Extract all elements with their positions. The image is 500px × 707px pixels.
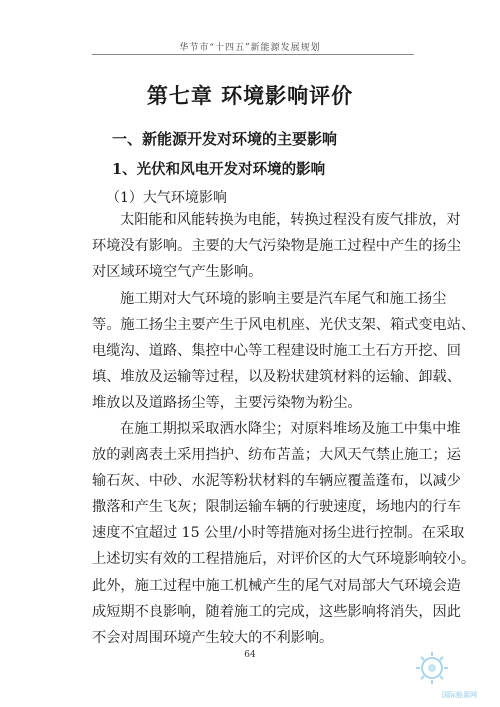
text-line: 不会对周围环境产生较大的不利影响。 — [92, 629, 334, 646]
text-line: 此外，施工过程中施工机械产生的尾气对局部大气环境会造 — [92, 577, 461, 594]
text-line: 输石灰、中砂、水泥等粉状材料的车辆应覆盖蓬布，以减少 — [92, 473, 461, 490]
text-line: 速度不宜超过 15 公里/小时等措施对扬尘进行控制。在采取 — [92, 525, 465, 542]
text-line: 等。施工扬尘主要产生于风电机座、光伏支架、箱式变电站、 — [92, 317, 476, 334]
page-number: 64 — [244, 650, 256, 660]
subsection-heading: 1、光伏和风电开发对环境的影响 — [112, 161, 326, 178]
text-line: 环境没有影响。主要的大气污染物是施工过程中产生的扬尘 — [92, 238, 461, 255]
paragraph — [92, 286, 476, 416]
text-line: 堆放以及道路扬尘等，主要污染物为粉尘。 — [92, 395, 362, 412]
header-rule — [92, 54, 414, 55]
text-line: 放的剥离表土采用挡护、纺布苫盖；大风天气禁止施工；运 — [92, 447, 461, 464]
watermark-text: 国际能源网 — [442, 691, 477, 699]
text-line: 对区域环境空气产生影响。 — [92, 264, 263, 281]
paragraph — [92, 416, 476, 651]
text-line: 上述切实有效的工程措施后，对评价区的大气环境影响较小。 — [92, 551, 476, 568]
sub-item-heading: （1）大气环境影响 — [106, 190, 227, 206]
text-line: 填、堆放及运输等过程，以及粉状建筑材料的运输、卸载、 — [92, 369, 461, 386]
text-line: 施工期对大气环境的影响主要是汽车尾气和施工扬尘 — [120, 291, 447, 307]
paragraph — [92, 207, 461, 285]
text-line: 太阳能和风能转换为电能，转换过程没有废气排放，对 — [120, 212, 461, 228]
running-header: 华节市“十四五”新能源发展规划 — [179, 43, 321, 53]
text-line: 电缆沟、道路、集控中心等工程建设时施工土石方开挖、回 — [92, 343, 461, 360]
chapter-title: 第七章 环境影响评价 — [146, 83, 354, 108]
text-line: 成短期不良影响，随着施工的完成，这些影响将消失，因此 — [92, 603, 461, 620]
section-heading: 一、新能源开发对环境的主要影响 — [112, 130, 338, 148]
text-line: 撒落和产生飞灰；限制运输车辆的行驶速度，场地内的行车 — [92, 499, 461, 516]
text-line: 在施工期拟采取洒水降尘；对原料堆场及施工中集中堆 — [120, 421, 461, 437]
